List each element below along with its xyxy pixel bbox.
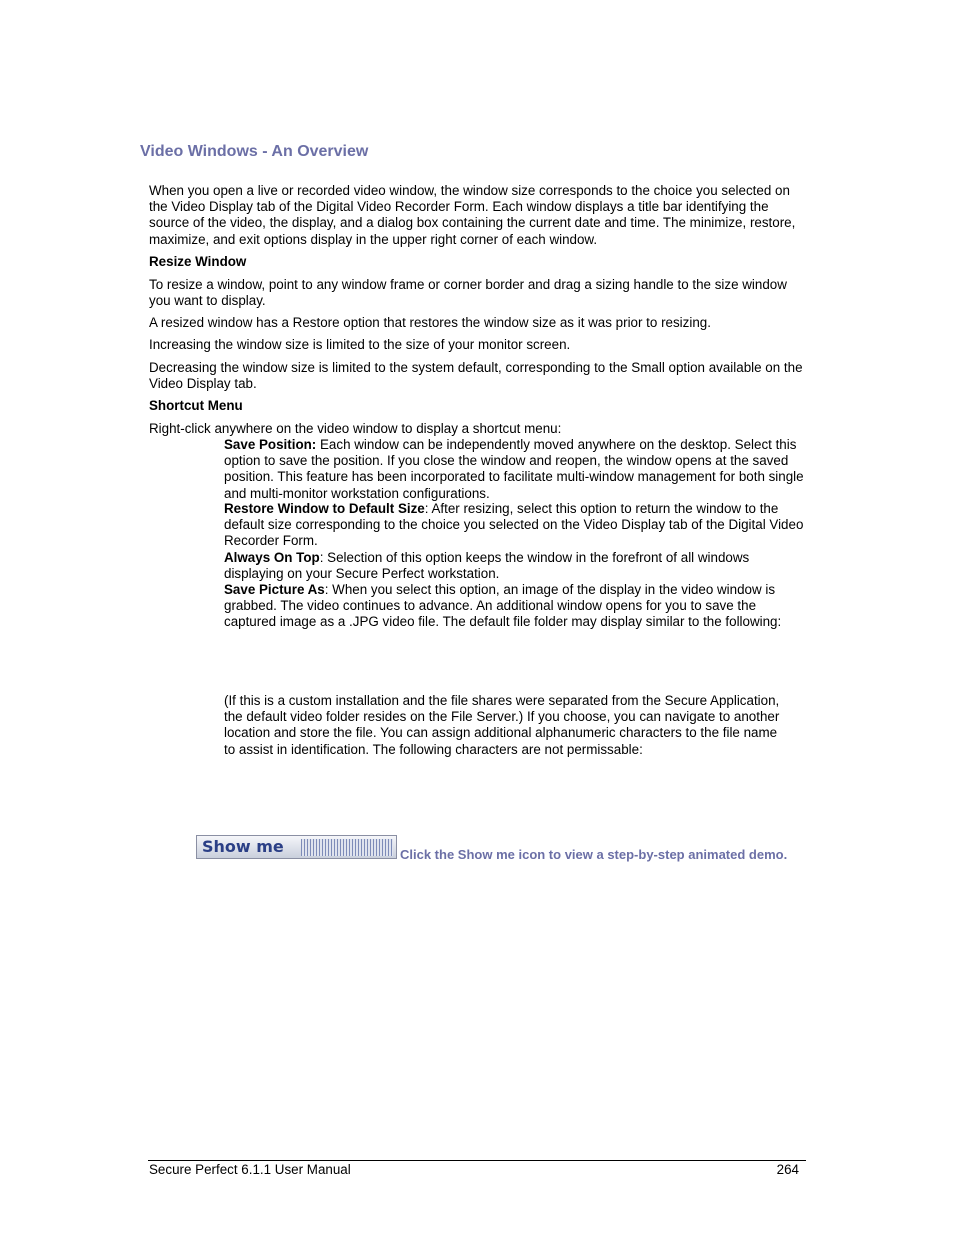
custom-install-note: (If this is a custom installation and the file shares were separated from the Secure Application, the default video folder resides on the File Server.) If you choose, you can navigate to another location and store the file. You can assign additional alphanumeric characters to the file name to assist in identification. The following characters are not permissable: [224,693,780,757]
shortcut-intro: Right-click anywhere on the video window to display a shortcut menu: [149,421,562,436]
page-title: Video Windows - An Overview [140,143,369,160]
resize-window-heading: Resize Window [149,254,247,269]
shortcut-menu-heading: Shortcut Menu [149,398,243,413]
resize-paragraph-2: A resized window has a Restore option that restores the window size as it was prior to resizing. [149,315,711,330]
resize-paragraph-3: Increasing the window size is limited to the size of your monitor screen. [149,337,571,352]
menu-item-restore-window [224,501,810,550]
resize-paragraph-1: To resize a window, point to any window frame or corner border and drag a sizing handle to the size window you want to display. [149,277,787,309]
footer-divider [148,1160,806,1161]
menu-item-description: : After resizing, select this option to return the window to the default size corresponding to the choice you selected on the Video Display tab of the Digital Video Recorder Form. [224,501,804,549]
resize-paragraph-4: Decreasing the window size is limited to the system default, corresponding to the Small option available on the Video Display tab. [149,360,803,392]
intro-paragraph: When you open a live or recorded video window, the window size corresponds to the choice you selected on the Video Display tab of the Digital Video Recorder Form. Each window displays a title bar identifying the source of the video, the display, and a dialog box containing the current date and time. The minimize, restore, maximize, and exit options display in the upper right corner of each window. [149,183,796,247]
menu-item-description: Each window can be independently moved anywhere on the desktop. Select this option to save the position. If you close the window and reopen, the window opens at the saved position. This feature has been incorporated to facilitate multi-window management for both single and multi-monitor workstation configurations. [224,437,804,501]
menu-item-term: Save Picture As [224,582,325,597]
menu-item-term: Always On Top [224,550,320,565]
show-me-caption: Click the Show me icon to view a step-by-step animated demo. [400,847,788,862]
menu-item-description: : When you select this option, an image of the display in the video window is grabbed. The video continues to advance. An additional window opens for you to save the captured image as a .JPG video file. The default file folder may display similar to the following: [224,582,782,630]
footer-manual-title: Secure Perfect 6.1.1 User Manual [149,1162,351,1177]
menu-item-term: Restore Window to Default Size [224,501,425,516]
menu-item-always-on-top [224,550,810,582]
menu-item-save-picture-as [224,582,810,631]
menu-item-term: Save Position: [224,437,317,452]
menu-item-save-position [224,437,810,502]
menu-item-description: : Selection of this option keeps the window in the forefront of all windows displaying on your Secure Perfect workstation. [224,550,750,582]
footer-page-number: 264 [776,1162,799,1177]
show-me-label: Show me [202,837,284,856]
